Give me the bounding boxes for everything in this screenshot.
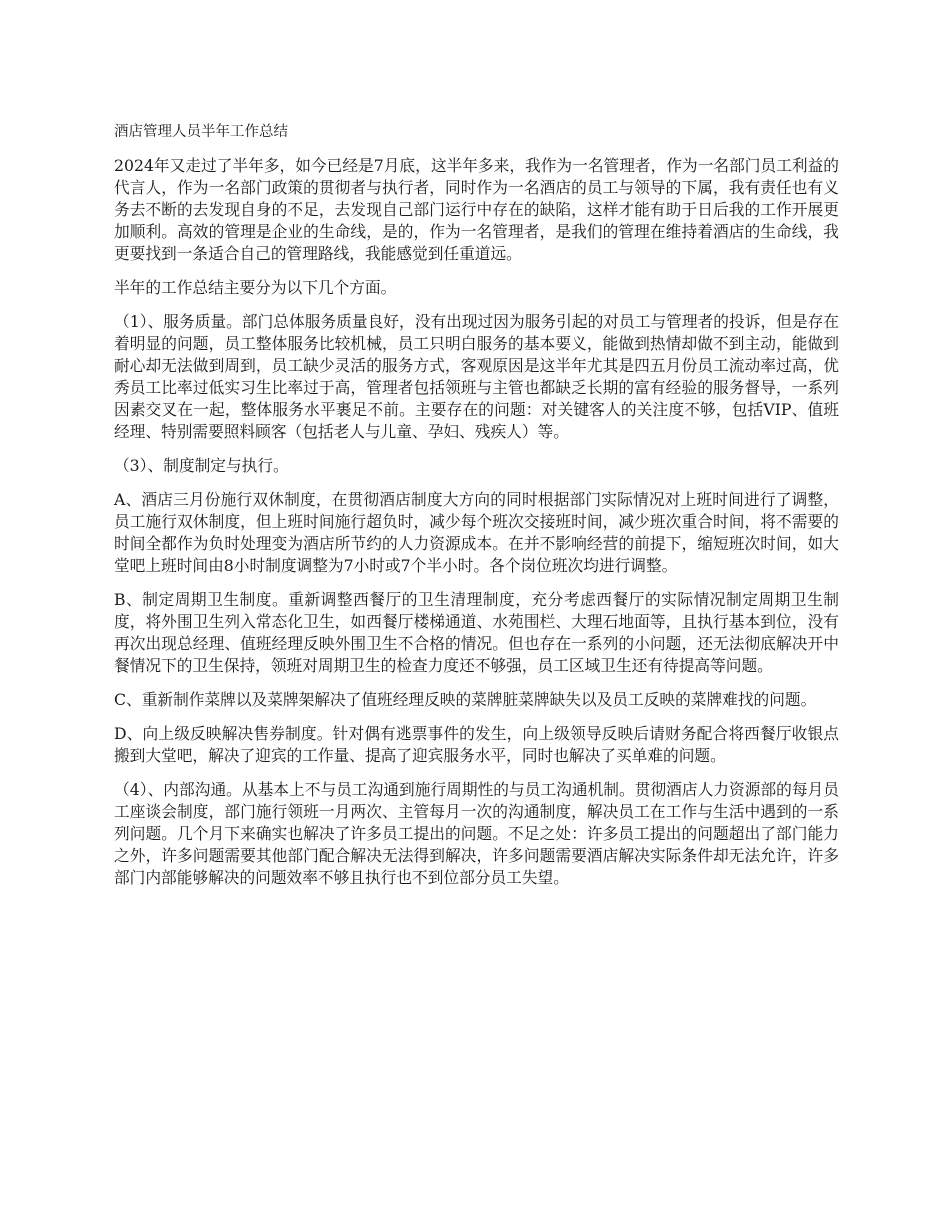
paragraph-item-c: C、重新制作菜牌以及菜牌架解决了值班经理反映的菜牌脏菜牌缺失以及员工反映的菜牌难找的问题。 (114, 690, 817, 709)
paragraph-item-b: B、制定周期卫生制度。重新调整西餐厅的卫生清理制度，充分考虑西餐厅的实际情况制定周期卫生制度，将外围卫生列入常态化卫生，如西餐厅楼梯通道、水苑围栏、大理石地面等，且执行基本到位，没有再次出现总经理、值班经理反映外围卫生不合格的情况。但也存在一系列的小问题，还无法彻底解决开中餐情况下的卫生保持，领班对周期卫生的检查力度还不够强，员工区域卫生还有待提高等问题。 (114, 590, 839, 675)
paragraph-item-d: D、向上级反映解决售券制度。针对偶有逃票事件的发生，向上级领导反映后请财务配合将西餐厅收银点搬到大堂吧，解决了迎宾的工作量、提高了迎宾服务水平，同时也解决了买单难的问题。 (114, 724, 839, 765)
paragraph-intro: 2024年又走过了半年多，如今已经是7月底，这半年多来，我作为一名管理者，作为一名部门员工利益的代言人，作为一名部门政策的贯彻者与执行者，同时作为一名酒店的员工与领导的下属，我有责任也有义务去不断的去发现自身的不足，去发现自己部门运行中存在的缺陷，这样才能有助于日后我的工作开展更加顺利。高效的管理是企业的生命线，是的，作为一名管理者，是我们的管理在维持着酒店的生命线，我更要找到一条适合自己的管理路线，我能感觉到任重道远。 (114, 156, 839, 263)
paragraph-overview: 半年的工作总结主要分为以下几个方面。 (114, 278, 397, 297)
document-page (114, 122, 839, 901)
document-title: 酒店管理人员半年工作总结 (114, 124, 288, 140)
paragraph-system-heading: （3）、制度制定与执行。 (114, 456, 289, 475)
paragraph-internal-communication: （4）、内部沟通。从基本上不与员工沟通到施行周期性的与员工沟通机制。贯彻酒店人力资源部的每月员工座谈会制度，部门施行领班一月两次、主管每月一次的沟通制度，解决员工在工作与生活中遇到的一系列问题。几个月下来确实也解决了许多员工提出的问题。不足之处：许多员工提出的问题超出了部门能力之外，许多问题需要其他部门配合解决无法得到解决，许多问题需要酒店解决实际条件却无法允许，许多部门内部能够解决的问题效率不够且执行也不到位部分员工失望。 (114, 780, 839, 887)
paragraph-service-quality: （1）、服务质量。部门总体服务质量良好，没有出现过因为服务引起的对员工与管理者的投诉，但是存在着明显的问题，员工整体服务比较机械，员工只明白服务的基本要义，能做到热情却做不到主动，能做到耐心却无法做到周到，员工缺少灵活的服务方式，客观原因是这半年尤其是四五月份员工流动率过高，优秀员工比率过低实习生比率过于高，管理者包括领班与主管也都缺乏长期的富有经验的服务督导，一系列因素交叉在一起，整体服务水平裹足不前。主要存在的问题：对关键客人的关注度不够，包括VIP、值班经理、特别需要照料顾客（包括老人与儿童、孕妇、残疾人）等。 (114, 312, 839, 441)
paragraph-item-a: A、酒店三月份施行双休制度，在贯彻酒店制度大方向的同时根据部门实际情况对上班时间进行了调整，员工施行双休制度，但上班时间施行超负时，减少每个班次交接班时间，减少班次重合时间，将不需要的时间全都作为负时处理变为酒店所节约的人力资源成本。在并不影响经营的前提下，缩短班次时间，如大堂吧上班时间由8小时制度调整为7小时或7个半小时。各个岗位班次均进行调整。 (114, 490, 839, 575)
